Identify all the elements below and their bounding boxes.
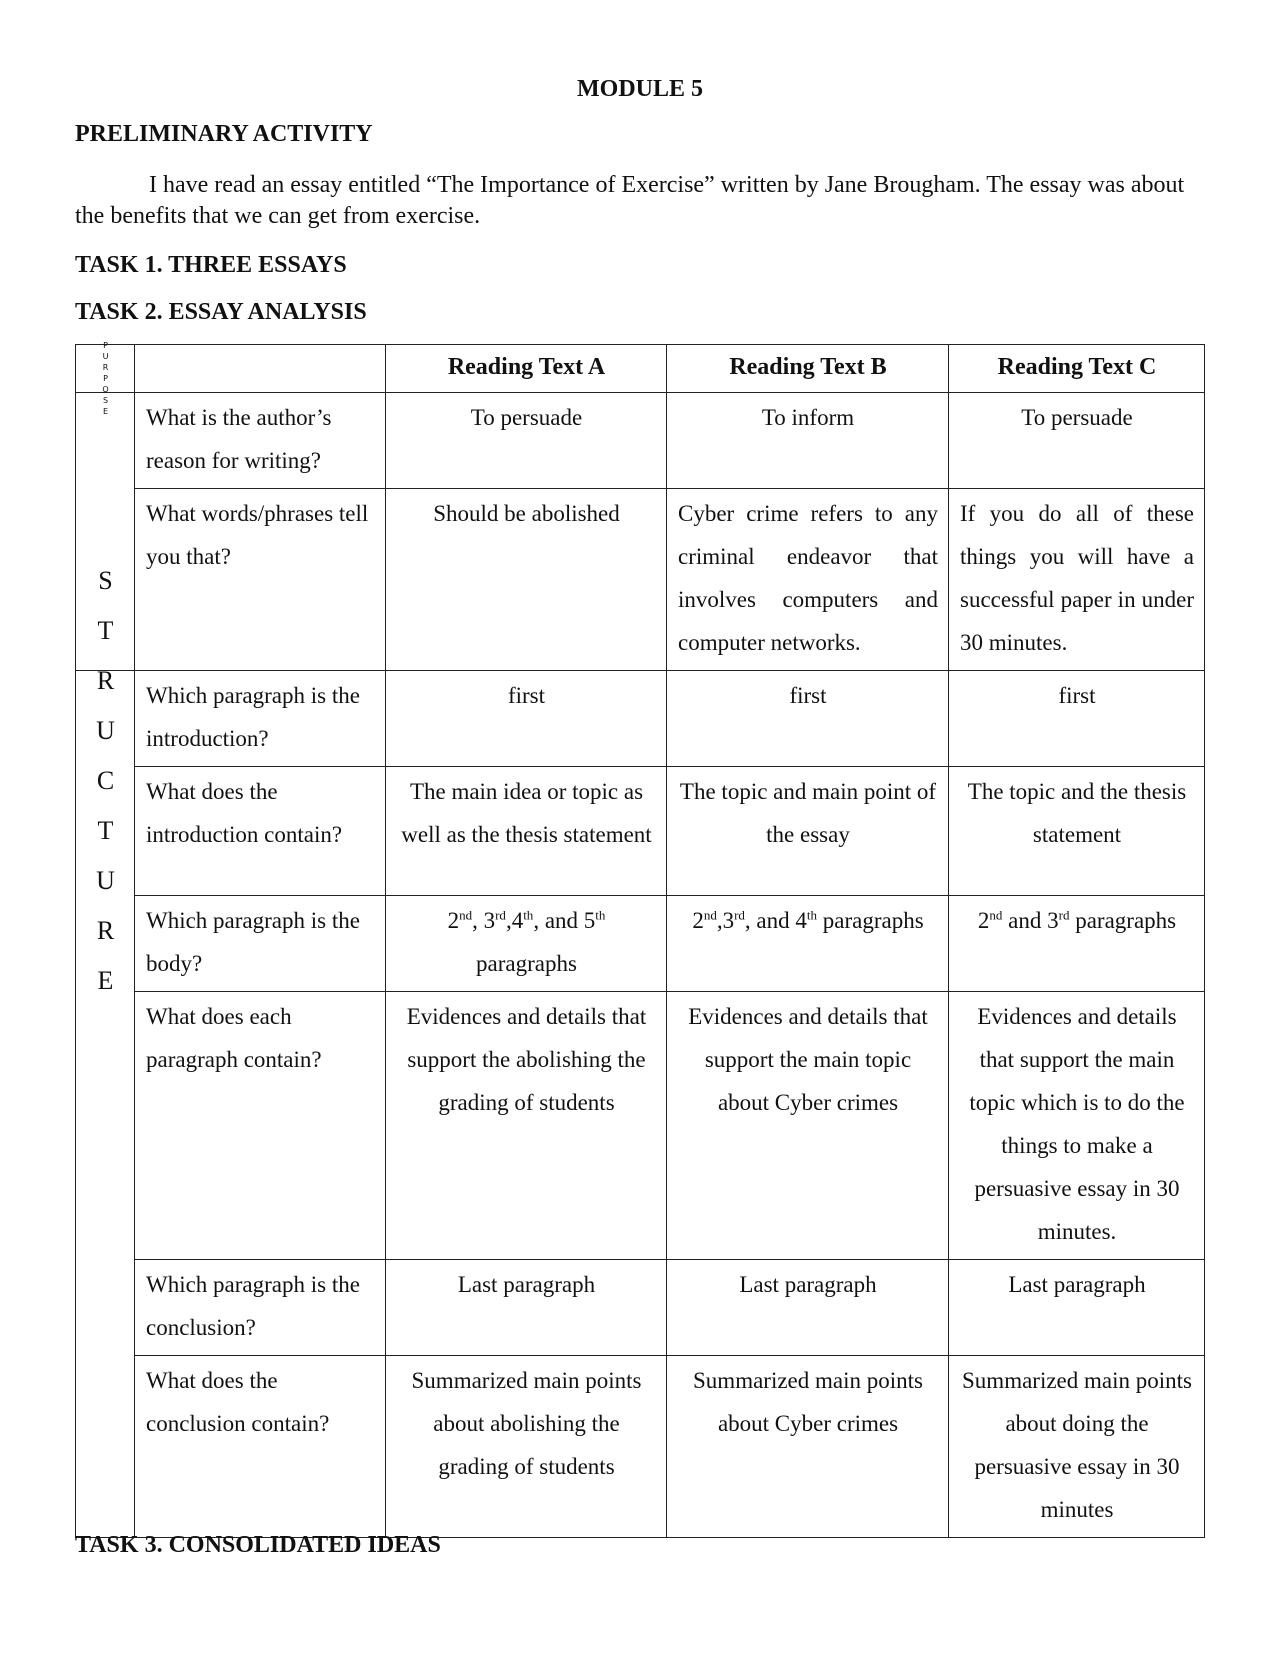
answer-a-cell: To persuade bbox=[386, 393, 667, 489]
preliminary-text bbox=[75, 170, 1205, 232]
table-row bbox=[76, 489, 1205, 671]
essay-analysis-table bbox=[75, 341, 1205, 1538]
task2-heading: TASK 2. ESSAY ANALYSIS bbox=[75, 299, 367, 325]
answer-b-cell: 2nd,3rd, and 4th paragraphs bbox=[667, 896, 949, 992]
table-row bbox=[76, 767, 1205, 896]
answer-c-cell: Summarized main points about doing the persuasive essay in 30 minutes bbox=[949, 1356, 1205, 1538]
table-row bbox=[76, 1260, 1205, 1356]
question-cell: What is the author’s reason for writing? bbox=[135, 393, 386, 489]
question-cell: What does the introduction contain? bbox=[135, 767, 386, 896]
module-title: MODULE 5 bbox=[577, 76, 703, 102]
header-reading-text-c: Reading Text C bbox=[949, 345, 1205, 393]
question-cell: What does each paragraph contain? bbox=[135, 992, 386, 1260]
answer-c-cell: Last paragraph bbox=[949, 1260, 1205, 1356]
preliminary-heading: PRELIMINARY ACTIVITY bbox=[75, 121, 373, 147]
table-row bbox=[76, 1356, 1205, 1538]
answer-c-cell: If you do all of these things you will have a successful paper in under 30 minutes. bbox=[949, 489, 1205, 671]
preliminary-paragraph: I have read an essay entitled “The Importance of Exercise” written by Jane Brougham. The essay was about the benefits that we can get from exercise. bbox=[75, 172, 1185, 229]
answer-b-cell: To inform bbox=[667, 393, 949, 489]
answer-b-cell: Summarized main points about Cyber crimes bbox=[667, 1356, 949, 1538]
answer-a-cell: The main idea or topic as well as the thesis statement bbox=[386, 767, 667, 896]
answer-a-cell: Summarized main points about abolishing the grading of students bbox=[386, 1356, 667, 1538]
table-row bbox=[76, 671, 1205, 767]
answer-c-cell: first bbox=[949, 671, 1205, 767]
table-row bbox=[76, 896, 1205, 992]
header-empty-question bbox=[135, 345, 386, 393]
answer-b-cell: Last paragraph bbox=[667, 1260, 949, 1356]
answer-c-cell: Evidences and details that support the main topic which is to do the things to make a persuasive essay in 30 minutes. bbox=[949, 992, 1205, 1260]
answer-c-cell: 2nd and 3rd paragraphs bbox=[949, 896, 1205, 992]
header-reading-text-b: Reading Text B bbox=[667, 345, 949, 393]
answer-a-cell: first bbox=[386, 671, 667, 767]
question-cell: Which paragraph is the introduction? bbox=[135, 671, 386, 767]
structure-vertical-text: S T R U C T U R E bbox=[96, 566, 115, 995]
answer-b-cell: Evidences and details that support the main topic about Cyber crimes bbox=[667, 992, 949, 1260]
header-reading-text-a: Reading Text A bbox=[386, 345, 667, 393]
question-cell: What words/phrases tell you that? bbox=[135, 489, 386, 671]
answer-b-cell: Cyber crime refers to any criminal endeavor that involves computers and computer networks. bbox=[667, 489, 949, 671]
answer-a-cell: Last paragraph bbox=[386, 1260, 667, 1356]
answer-c-cell: The topic and the thesis statement bbox=[949, 767, 1205, 896]
purpose-vertical-text: P U R P O S E bbox=[102, 341, 109, 416]
question-cell: Which paragraph is the body? bbox=[135, 896, 386, 992]
table-header-row bbox=[76, 345, 1205, 393]
answer-a-cell: Evidences and details that support the abolishing the grading of students bbox=[386, 992, 667, 1260]
answer-b-cell: first bbox=[667, 671, 949, 767]
task3-heading: TASK 3. CONSOLIDATED IDEAS bbox=[75, 1532, 441, 1558]
answer-b-cell: The topic and main point of the essay bbox=[667, 767, 949, 896]
task1-heading: TASK 1. THREE ESSAYS bbox=[75, 252, 347, 278]
answer-c-cell: To persuade bbox=[949, 393, 1205, 489]
structure-side-label bbox=[76, 566, 135, 1538]
table-row bbox=[76, 393, 1205, 489]
question-cell: What does the conclusion contain? bbox=[135, 1356, 386, 1538]
table-row bbox=[76, 992, 1205, 1260]
answer-a-cell: 2nd, 3rd,4th, and 5th paragraphs bbox=[386, 896, 667, 992]
question-cell: Which paragraph is the conclusion? bbox=[135, 1260, 386, 1356]
answer-a-cell: Should be abolished bbox=[386, 489, 667, 671]
